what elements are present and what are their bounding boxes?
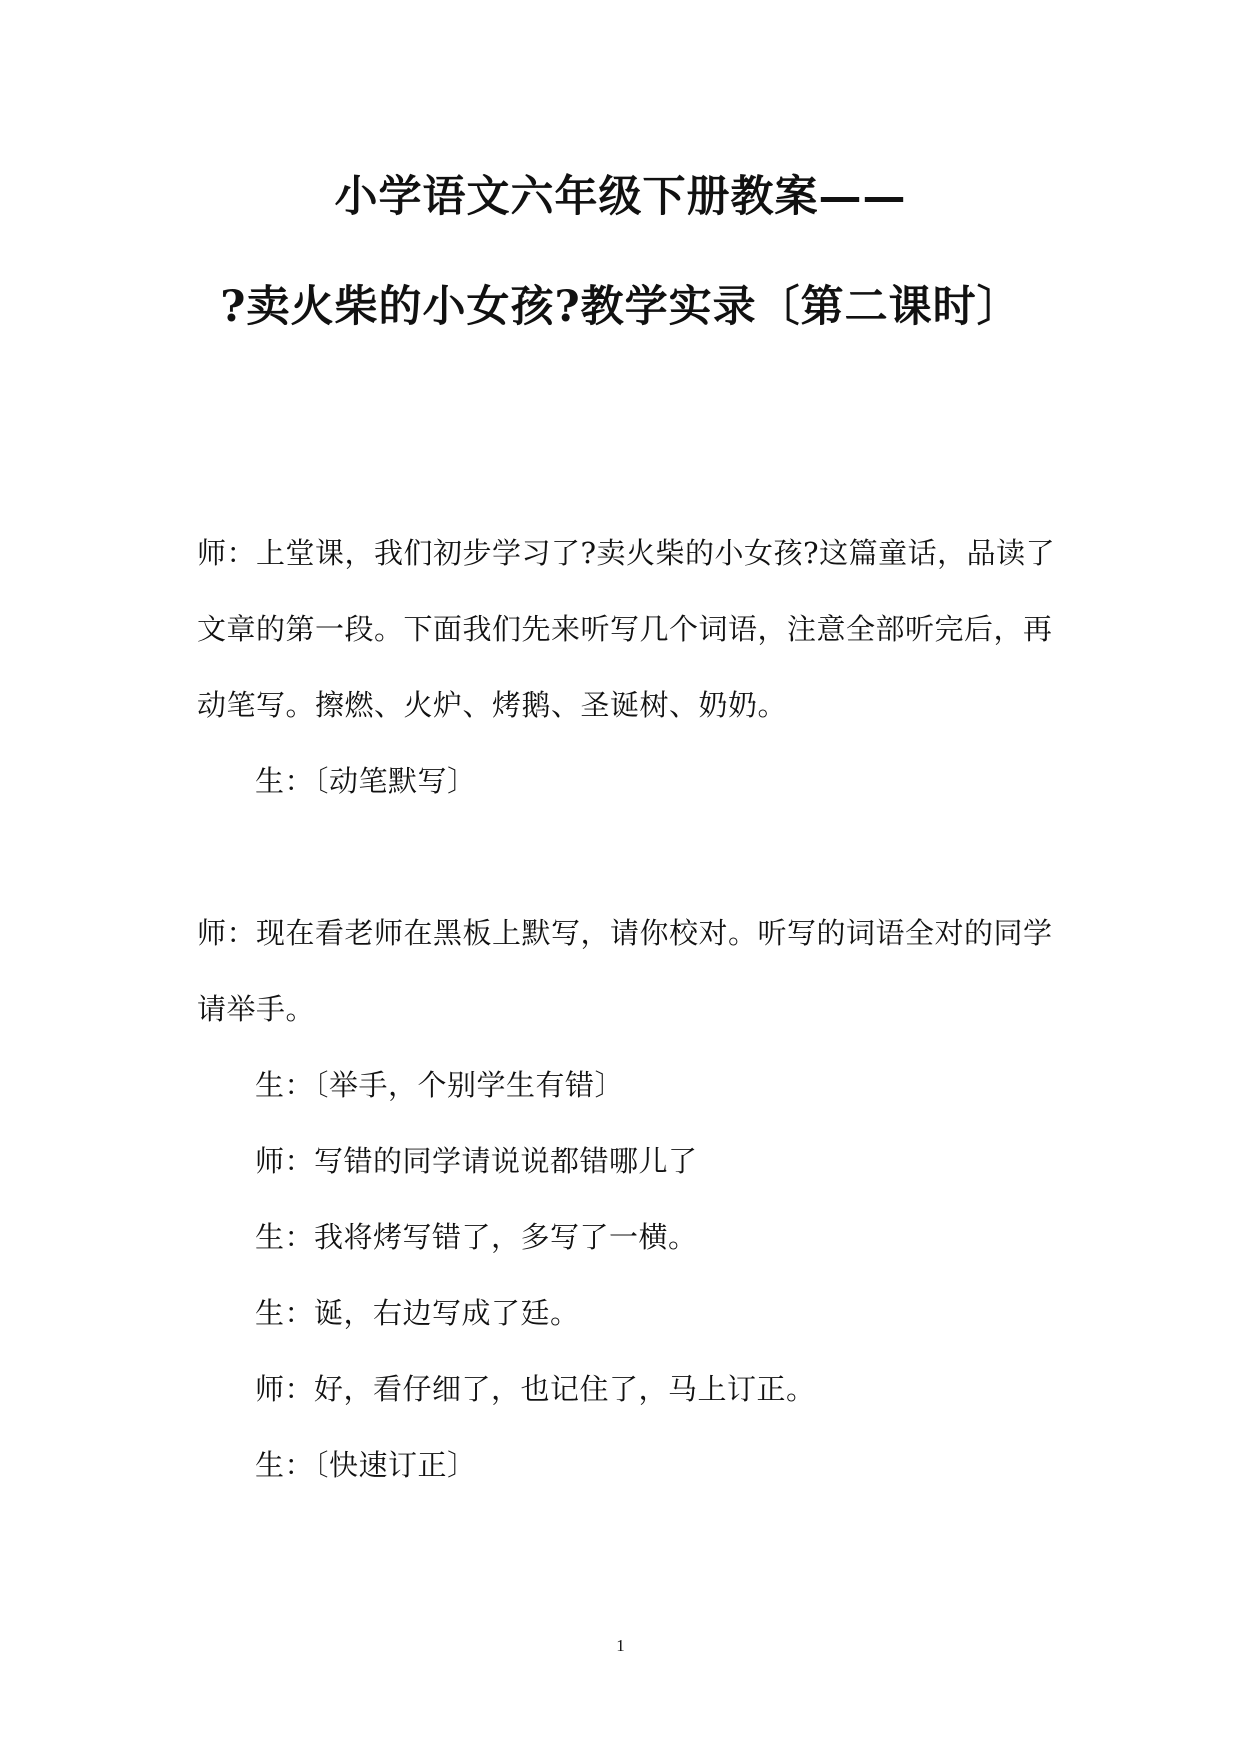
paragraph-student-raise-hands: 生：〔举手，个别学生有错〕 — [255, 1068, 625, 1102]
paragraph-student-error-2: 生：诞，右边写成了廷。 — [255, 1296, 580, 1330]
paragraph-teacher-check: 师：现在看老师在黑板上默写，请你校对。听写的词语全对的同学请举手。 — [197, 916, 1053, 1026]
paragraph-student-correcting: 生：〔快速订正〕 — [255, 1448, 477, 1482]
paragraph-student-writing: 生：〔动笔默写〕 — [255, 764, 477, 798]
document-title-line-1: 小学语文六年级下册教案—— — [334, 172, 907, 222]
paragraph-teacher-correct: 师：好，看仔细了，也记住了，马上订正。 — [255, 1372, 816, 1406]
document-title-line-2: ?卖火柴的小女孩?教学实录〔第二课时〕 — [220, 282, 1021, 332]
page-number: 1 — [616, 1636, 625, 1655]
paragraph-student-error-1: 生：我将烤写错了，多写了一横。 — [255, 1220, 698, 1254]
paragraph-teacher-ask-errors: 师：写错的同学请说说都错哪儿了 — [255, 1144, 698, 1178]
paragraph-teacher-dictation: 师：上堂课，我们初步学习了?卖火柴的小女孩?这篇童话，品读了文章的第一段。下面我们先来听写几个词语，注意全部听完后，再动笔写。擦燃、火炉、烤鹅、圣诞树、奶奶。 — [197, 536, 1056, 722]
